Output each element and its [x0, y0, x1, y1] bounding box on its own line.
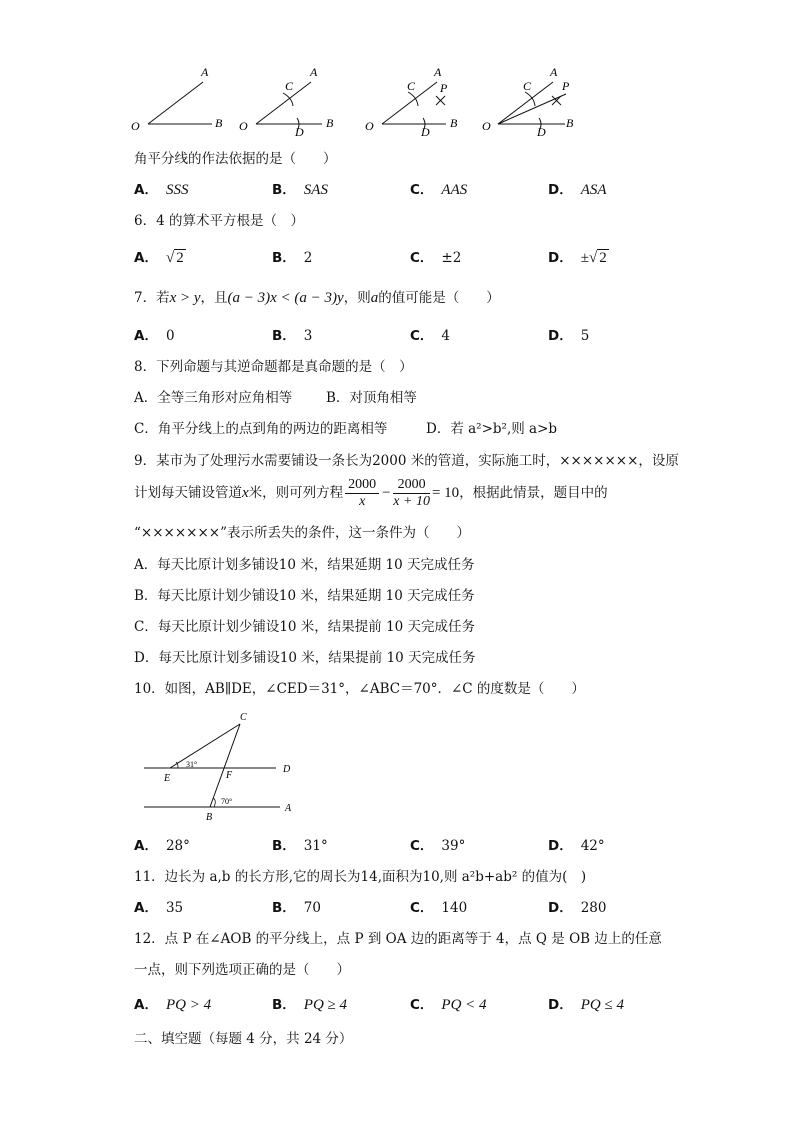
q9-line1: 9．某市为了处理污水需要铺设一条长为2000 米的管道，实际施工时，×××××××，设原 — [134, 453, 679, 469]
q8-stem: 8．下列命题与其逆命题都是真命题的是（ ） — [134, 359, 413, 375]
q9-line2: 计划每天铺设管道x米，则可列方程 $\frac{2000}{x}$ − $\frac{2000}{x + 10}$ = 10，根据此情景，题目中的 — [134, 477, 608, 509]
q11-stem: 11．边长为 a,b 的长方形,它的周长为14,面积为10,则 a²b+ab² 的值为( ) — [134, 869, 587, 885]
q11-option-b[interactable]: B． 70 — [272, 900, 321, 916]
q7-stem: 7．若x > y，且(a − 3)x < (a − 3)y，则a的值可能是（ ） — [134, 290, 500, 306]
q8-option-c[interactable]: C．角平分线上的点到角的两边的距离相等 — [134, 421, 388, 437]
q10-stem: 10．如图，AB∥DE，∠CED＝31°，∠ABC＝70°．∠C 的度数是（ ） — [134, 681, 585, 697]
q5-option-a[interactable]: A． SSS — [134, 182, 189, 198]
step1-label-O: O — [131, 119, 140, 133]
q7-option-c[interactable]: C． 4 — [410, 328, 451, 344]
q9-option-a[interactable]: A．每天比原计划多铺设10 米，结果延期 10 天完成任务 — [134, 557, 475, 573]
step-3-intersect — [365, 65, 458, 139]
q9-option-d[interactable]: D．每天比原计划多铺设10 米，结果提前 10 天完成任务 — [134, 650, 476, 666]
step4-label-C: C — [523, 79, 532, 93]
q6-stem: 6．4 的算术平方根是（ ） — [134, 213, 304, 229]
step3-label-D: D — [421, 125, 430, 139]
step1-label-A: A — [201, 65, 209, 79]
fig10-label-B: B — [206, 812, 213, 823]
step3-label-B: B — [450, 116, 458, 130]
q10-option-d[interactable]: D． 42° — [548, 838, 605, 854]
q7-option-b[interactable]: B． 3 — [272, 328, 313, 344]
fig10-label-angle70: 70° — [221, 797, 233, 806]
step2-label-C: C — [285, 79, 294, 93]
step3-label-O: O — [365, 119, 374, 133]
step2-label-B: B — [326, 116, 334, 130]
q8-option-a[interactable]: A．全等三角形对应角相等 — [134, 390, 293, 406]
equation-fraction-2: $\frac{2000}{x + 10}$ — [393, 477, 430, 509]
step1-label-B: B — [215, 116, 223, 130]
fig10-label-E: E — [164, 773, 171, 784]
angle-bisector-figure — [120, 60, 600, 140]
q5-option-d[interactable]: D． ASA — [548, 182, 607, 198]
q6-option-d[interactable]: D． ±√ 2 — [548, 250, 607, 266]
q10-option-a[interactable]: A． 28° — [134, 838, 190, 854]
q6-option-a[interactable]: A． √ 2 — [134, 250, 184, 266]
step4-label-P: P — [562, 79, 570, 93]
parallel-lines-figure — [140, 706, 310, 826]
q7-option-d[interactable]: D． 5 — [548, 328, 590, 344]
q7-option-a[interactable]: A． 0 — [134, 328, 175, 344]
equation-fraction-1: $\frac{2000}{x}$ — [345, 477, 379, 510]
q11-option-d[interactable]: D． 280 — [548, 900, 607, 916]
fig10-label-A: A — [285, 803, 292, 814]
step4-label-O: O — [482, 119, 491, 133]
q9-line3: “×××××××”表示所丢失的条件，这一条件为（ ） — [134, 525, 470, 541]
step4-label-B: B — [566, 116, 574, 130]
q8-option-b[interactable]: B．对顶角相等 — [326, 390, 417, 406]
q12-line1: 12．点 P 在∠AOB 的平分线上，点 P 到 OA 边的距离等于 4，点 Q 是 OB 边上的任意 — [134, 931, 662, 947]
step4-label-A: A — [550, 65, 558, 79]
q12-line2: 一点，则下列选项正确的是（ ） — [134, 962, 350, 978]
step2-label-O: O — [239, 119, 248, 133]
step3-label-C: C — [407, 79, 416, 93]
step3-label-A: A — [434, 65, 442, 79]
step3-label-P: P — [440, 81, 448, 95]
q12-option-d[interactable]: D． PQ ≤ 4 — [548, 997, 624, 1013]
step-1-angle — [131, 65, 223, 133]
fig10-label-angle31: 31° — [186, 760, 198, 769]
q10-option-c[interactable]: C． 39° — [410, 838, 466, 854]
q5-option-b[interactable]: B． SAS — [272, 182, 328, 198]
q11-option-a[interactable]: A． 35 — [134, 900, 184, 916]
q5-option-c[interactable]: C． AAS — [410, 182, 468, 198]
q11-option-c[interactable]: C． 140 — [410, 900, 468, 916]
q6-option-b[interactable]: B． 2 — [272, 250, 313, 266]
section-heading-fill-in: 二、填空题（每题 4 分，共 24 分） — [134, 1031, 353, 1047]
q5-stem: 角平分线的作法依据的是（ ） — [134, 151, 337, 167]
step-2-arcs — [239, 65, 334, 139]
q9-option-c[interactable]: C．每天比原计划少铺设10 米，结果提前 10 天完成任务 — [134, 619, 476, 635]
step-4-bisector — [482, 65, 574, 139]
q10-option-b[interactable]: B． 31° — [272, 838, 328, 854]
step2-label-D: D — [295, 125, 304, 139]
q6-option-c[interactable]: C． ±2 — [410, 250, 462, 266]
step2-label-A: A — [310, 65, 318, 79]
q12-option-c[interactable]: C． PQ < 4 — [410, 997, 487, 1013]
step4-label-D: D — [537, 125, 546, 139]
fig10-label-F: F — [226, 770, 233, 781]
q8-option-d[interactable]: D．若 a²>b²,则 a>b — [426, 421, 558, 437]
q12-option-b[interactable]: B． PQ ≥ 4 — [272, 997, 348, 1013]
q9-option-b[interactable]: B．每天比原计划少铺设10 米，结果延期 10 天完成任务 — [134, 588, 475, 604]
fig10-label-C: C — [240, 712, 247, 723]
fig10-label-D: D — [283, 764, 291, 775]
q12-option-a[interactable]: A． PQ > 4 — [134, 997, 212, 1013]
